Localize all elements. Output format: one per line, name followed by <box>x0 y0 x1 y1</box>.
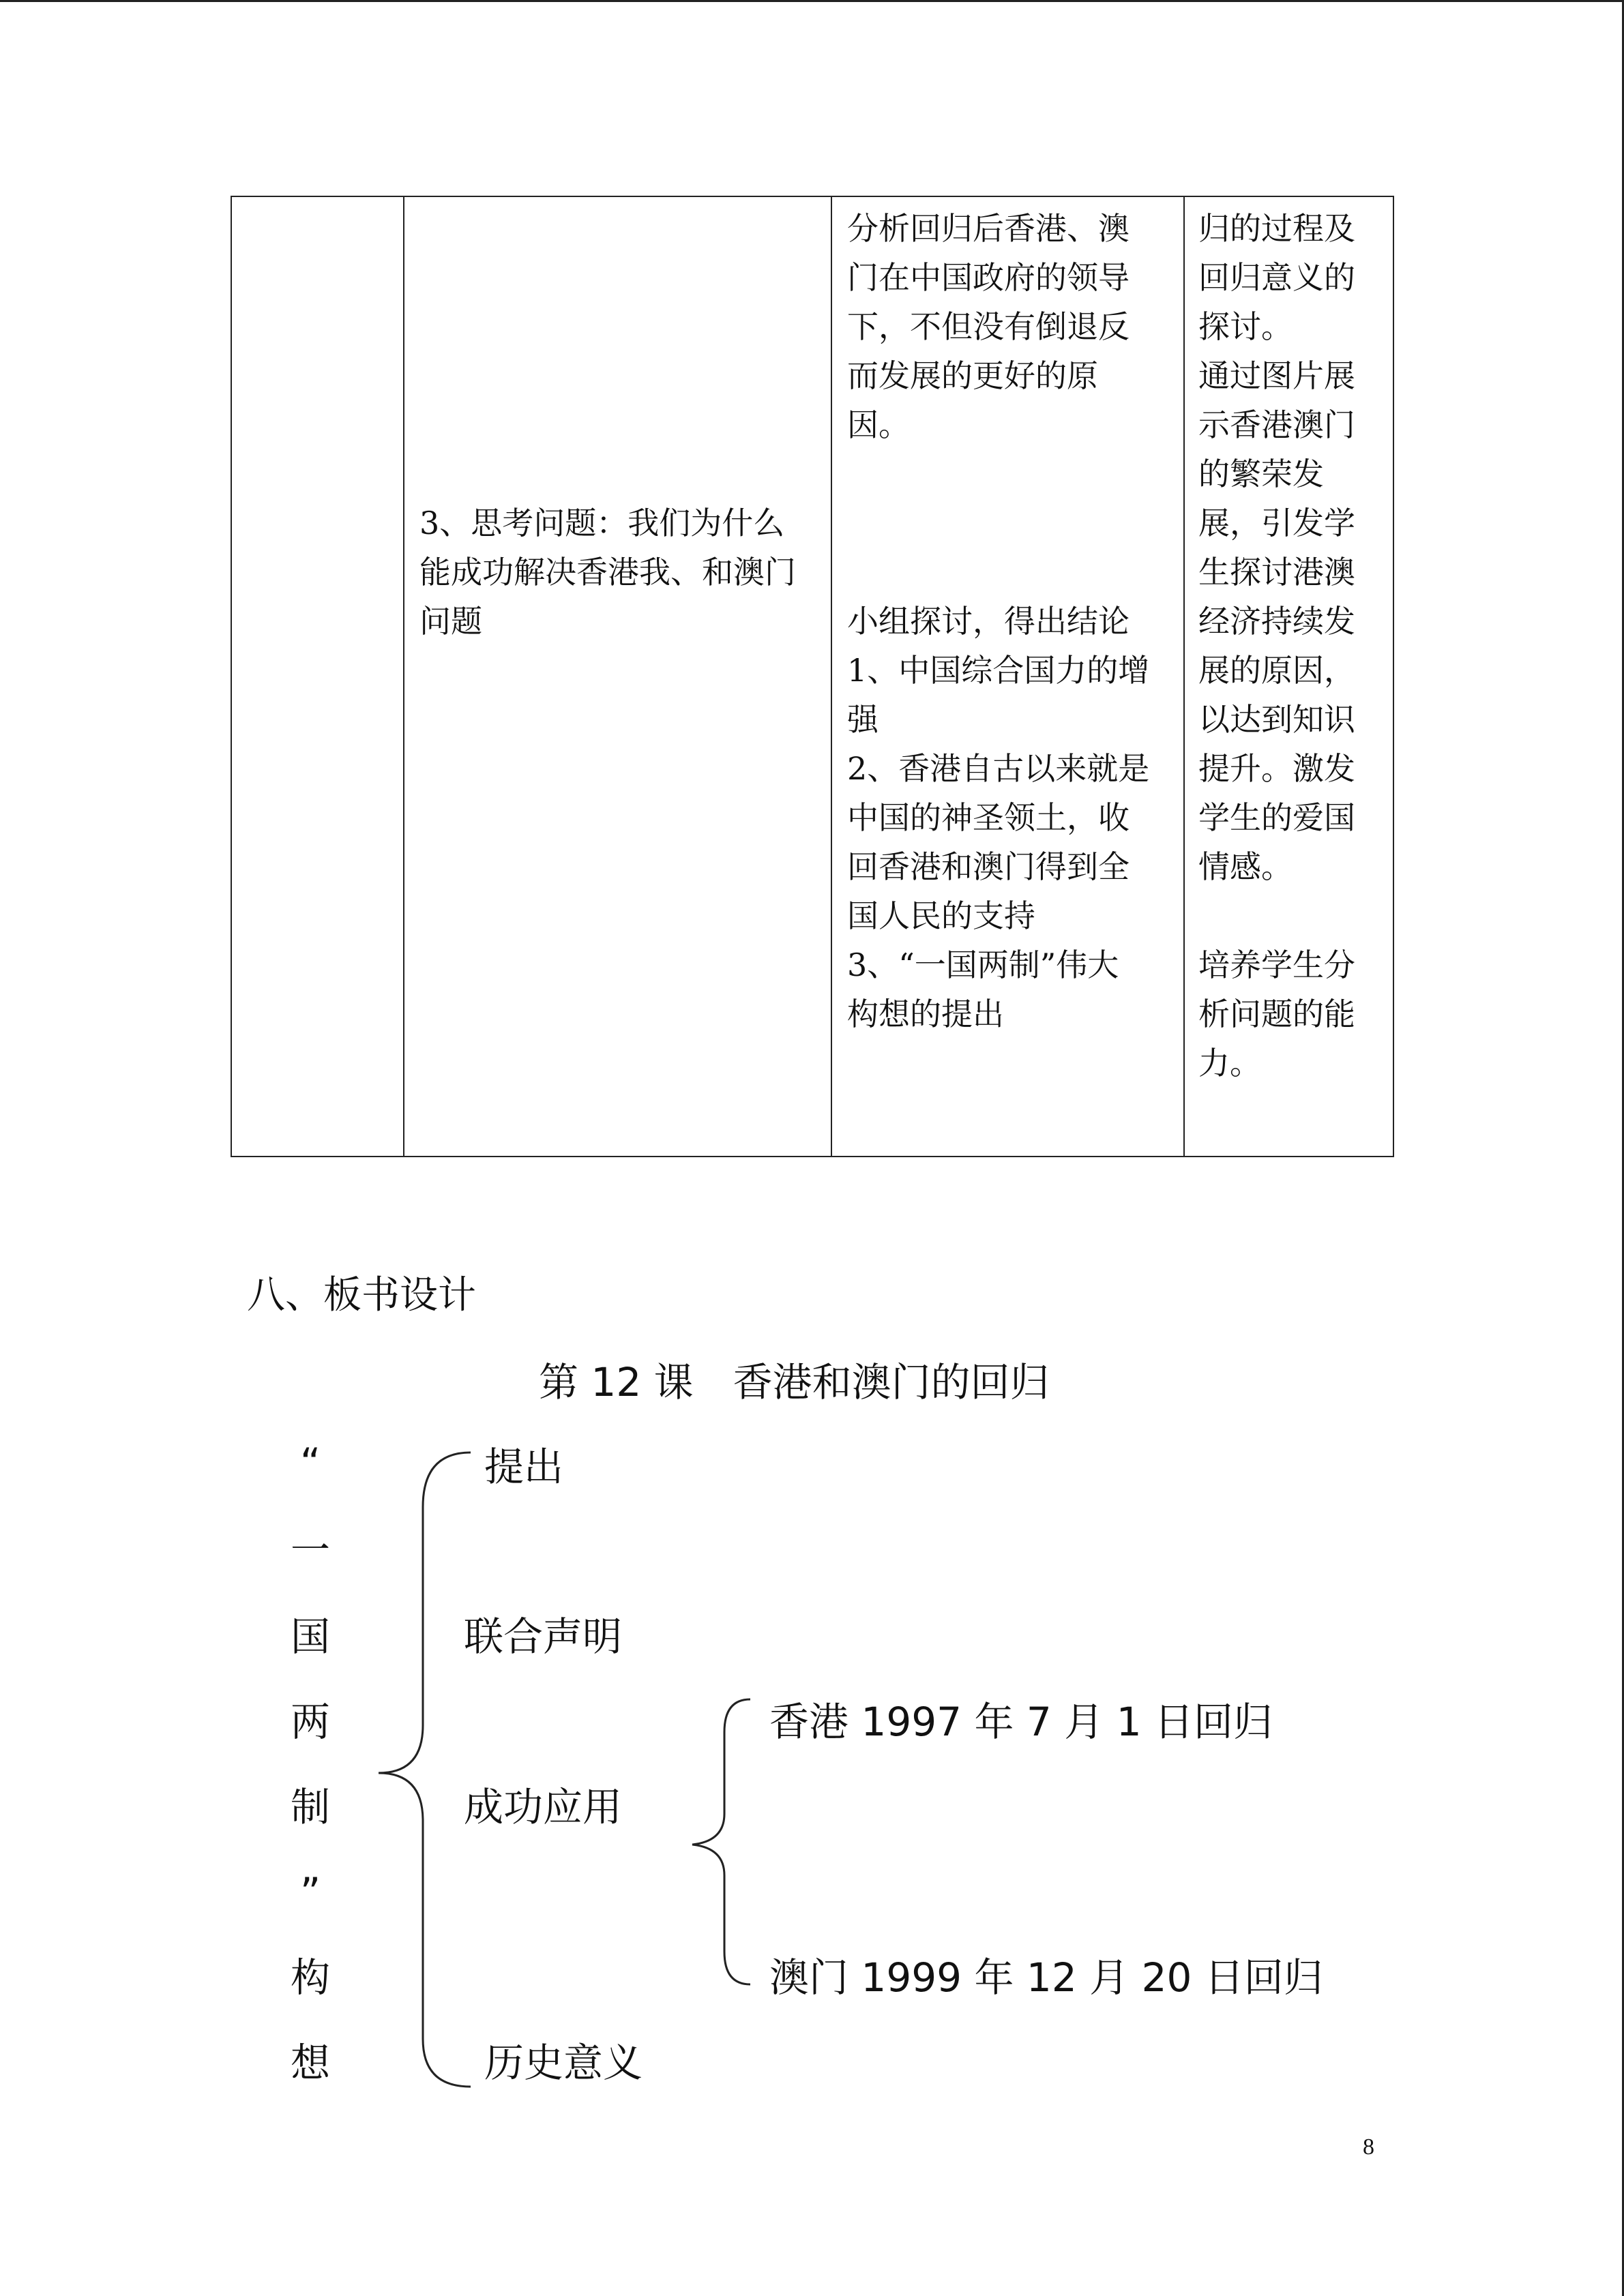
design-intent-text: 归的过程及 回归意义的 探讨。 通过图片展 示香港澳门 的繁荣发 展，引发学 生探讨港澳 经济持续发 展的原因， 以达到知识 提升。激发 学生的爱国 情感。 培养学生分 析问题的能 力。 <box>1198 210 1355 1082</box>
sub-branch-macau: 澳门 1999 年 12 月 20 日回归 <box>769 1954 1323 2001</box>
board-title: 第 12 课 香港和澳门的回归 <box>539 1359 1050 1405</box>
vertical-char: “ <box>299 1440 321 1486</box>
branch-propose: 提出 <box>484 1444 564 1490</box>
vertical-char: 构 <box>290 1954 330 2001</box>
sub-branch-hongkong: 香港 1997 年 7 月 1 日回归 <box>769 1699 1273 1745</box>
student-activity-text: 分析回归后香港、澳 门在中国政府的领导 下，不但没有倒退反 而发展的更好的原 因。 小组探讨，得出结论 1、中国综合国力的增 强 2、香港自古以来就是 中国的神圣领土，收 回香港和澳门得到全 国人民的支持 3、“一国两制”伟大 构想的提出 <box>847 210 1150 1032</box>
branch-joint-declaration: 联合声明 <box>464 1613 623 1660</box>
teacher-activity-text: 3、思考问题：我们为什么 能成功解决香港我、和澳门 问题 <box>419 505 796 640</box>
section-title: 八、板书设计 <box>247 1273 476 1317</box>
sub-brace <box>692 1699 750 1984</box>
vertical-char: 两 <box>290 1699 330 1745</box>
branch-historical-significance: 历史意义 <box>484 2040 643 2086</box>
page-number: 8 <box>1363 2134 1374 2160</box>
vertical-char: 国 <box>290 1613 330 1660</box>
vertical-char: 一 <box>290 1527 330 1573</box>
main-brace <box>379 1452 471 2087</box>
vertical-char: ” <box>299 1869 321 1915</box>
vertical-char: 想 <box>290 2040 330 2086</box>
branch-application: 成功应用 <box>464 1784 623 1830</box>
vertical-char: 制 <box>290 1784 330 1830</box>
